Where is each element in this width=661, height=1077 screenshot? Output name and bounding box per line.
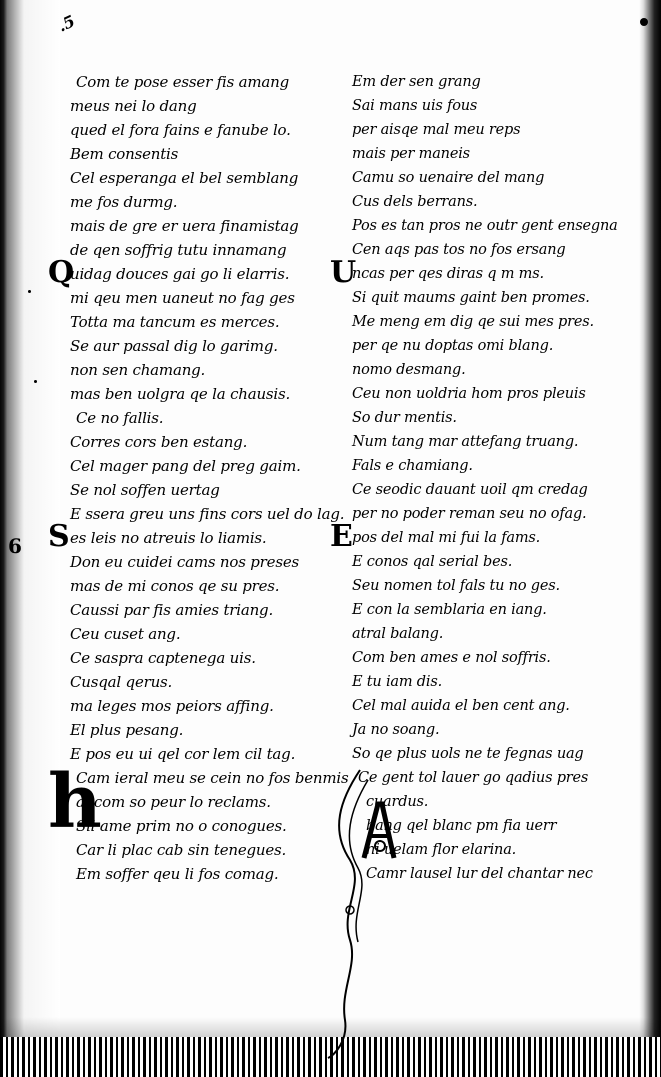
ink-speck [28,290,31,293]
verse-initial-letter: Q [48,255,74,290]
verse-line: nomo desmang. [352,362,466,378]
verse-line: Se nol soffen uertag [70,481,220,499]
verse-line: Ce gent tol lauer go qadius pres [358,770,589,786]
verse-line: E con la semblaria en iang. [352,602,547,618]
left-text-column [48,70,356,886]
page-right-edge-shadow [639,0,661,1077]
verse-line: Ceu cuset ang. [70,625,181,643]
ink-speck [34,380,37,383]
verse-line: Totta ma tancum es merces. [70,313,280,331]
verse-line: Com ben ames e nol soffris. [352,650,551,666]
verse-line: ni uelam flor elarina. [366,842,517,858]
verse-initial-letter: U [330,255,356,290]
verse-line: mais per maneis [352,146,470,162]
folio-number: .5 [54,11,78,36]
verse-line: Si quit maums gaint ben promes. [352,290,590,306]
verse-line: qued el fora fains e fanube lo. [70,121,291,139]
verse-line: El plus pesang. [70,721,184,739]
verse-line: Don eu cuidei cams nos preses [70,553,300,571]
verse-line: Cen aqs pas tos no fos ersang [352,242,566,258]
decorated-initial-h: h [48,759,102,845]
verse-line: E ssera greu uns fins cors uel do lag. [70,505,345,523]
verse-line: Num tang mar attefang truang. [352,434,579,450]
verse-line: Cusqal qerus. [70,673,173,691]
verse-line: atral balang. [352,626,444,642]
verse-line: Seu nomen tol fals tu no ges. [352,578,560,594]
verse-line-text: ncas per qes diras q m ms. [352,266,544,282]
verse-line: Bem consentis [70,145,179,163]
verse-line: Em soffer qeu li fos comag. [76,865,279,883]
marginal-flourish-drawing [320,760,380,1060]
pilcrow-mark: 6 [8,534,22,558]
verse-line: Pos es tan pros ne outr gent ensegna [352,218,618,234]
verse-line: Cam ieral meu se cein no fos benmis [76,769,349,787]
verse-line: Car li plac cab sin tenegues. [76,841,287,859]
ink-speck [640,18,648,26]
verse-line: mas de mi conos qe su pres. [70,577,280,595]
verse-line: per no poder reman seu no ofag. [352,506,587,522]
verse-line: Sai mans uis fous [352,98,478,114]
verse-line: Corres cors ben estang. [70,433,248,451]
verse-line: Cel mal auida el ben cent ang. [352,698,570,714]
verse-line-text: uidag douces gai go li elarris. [70,265,290,283]
verse-line: cuardus. [366,794,429,810]
verse-line: So dur mentis. [352,410,457,426]
verse-line: ma leges mos peiors affing. [70,697,274,715]
verse-line [48,255,356,290]
verse-line: Se aur passal dig lo garimg. [70,337,278,355]
verse-initial-letter: S [48,519,70,554]
verse-line: mi qeu men uaneut no fag ges [70,289,295,307]
verse-line [48,519,353,554]
verse-line: me fos durmg. [70,193,178,211]
verse-line-text: pos del mal mi fui la fams. [352,530,541,546]
verse-line [330,519,637,554]
verse-line [330,255,637,290]
verse-line: E pos eu ui qel cor lem cil tag. [70,745,296,763]
verse-line: ai com so peur lo reclams. [76,793,271,811]
verse-line: Caussi par fis amies triang. [70,601,274,619]
verse-line: meus nei lo dang [70,97,197,115]
verse-line: per qe nu doptas omi blang. [352,338,554,354]
verse-line: Fals e chamiang. [352,458,473,474]
verse-line: Ce saspra captenega uis. [70,649,256,667]
verse-line: E tu iam dis. [352,674,442,690]
verse-line: Ja no soang. [352,722,440,738]
verse-line: Cel mager pang del preg gaim. [70,457,301,475]
verse-line: Ce no fallis. [76,409,164,427]
verse-line: Sil ame prim no o conogues. [76,817,287,835]
verse-line: per aisqe mal meu reps [352,122,521,138]
verse-line-text: es leis no atreuis lo liamis. [70,529,267,547]
verse-line: Camu so uenaire del mang [352,170,545,186]
right-text-column [330,70,637,886]
verse-line: Camr lausel lur del chantar nec [366,866,593,882]
verse-line: Me meng em dig qe sui mes pres. [352,314,594,330]
verse-line: mas ben uolgra qe la chausis. [70,385,291,403]
verse-line: Em der sen grang [352,74,481,90]
verse-line: mais de gre er uera finamistag [70,217,299,235]
verse-line: Com te pose esser fis amang [76,73,290,91]
verse-line: So qe plus uols ne te fegnas uag [352,746,584,762]
verse-line: Ceu non uoldria hom pros pleuis [352,386,586,402]
verse-line: E conos qal serial bes. [352,554,513,570]
verse-line: de qen soffrig tutu innamang [70,241,287,259]
verse-line: bang qel blanc pm fia uerr [366,818,557,834]
verse-line: Ce seodic dauant uoil qm credag [352,482,588,498]
verse-initial-letter: E [330,519,353,554]
verse-line: non sen chamang. [70,361,206,379]
verse-line: Cel esperanga el bel semblang [70,169,299,187]
verse-line: Cus dels berrans. [352,194,478,210]
